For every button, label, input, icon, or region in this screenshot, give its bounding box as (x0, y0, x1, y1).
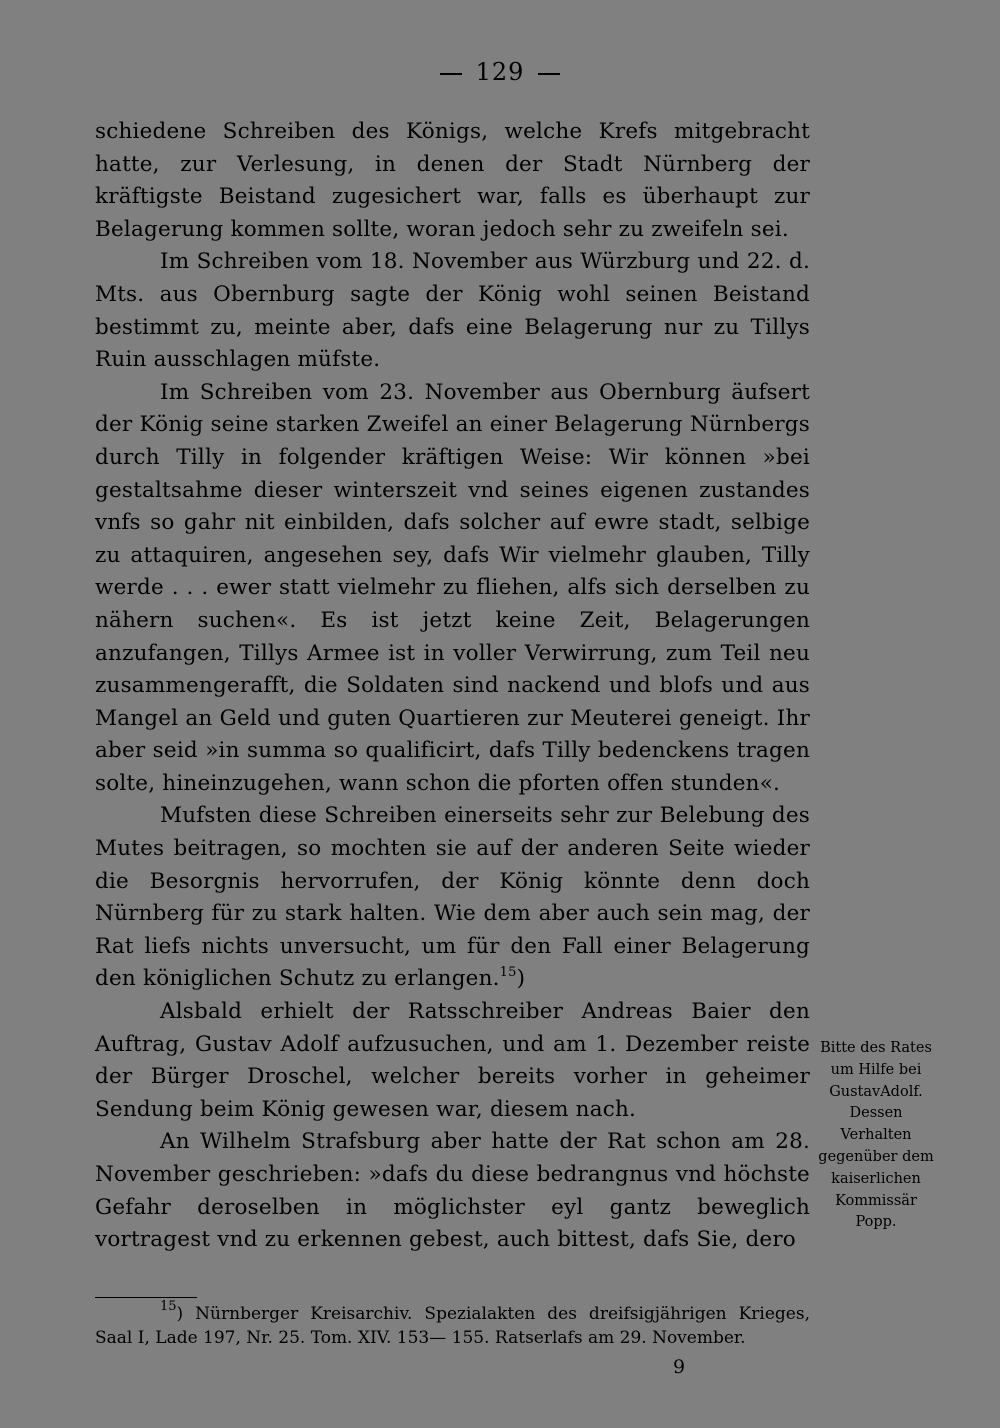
footnote-number-sup: 15 (160, 1299, 177, 1314)
paragraph: Im Schreiben vom 18. November aus Würzburg und 22. d. Mts. aus Obernburg sagte der König wohl seinen Beistand bestimmt zu, meinte aber, dafs eine Belagerung nur zu Tillys Ruin ausschlagen müfste. (95, 249, 810, 373)
main-text (95, 116, 810, 1257)
paragraph: schiedene Schreiben des Königs, welche Krefs mitgebracht hatte, zur Verlesung, in denen der Stadt Nürnberg der kräftigste Beistand zugesichert war, falls es überhaupt zur Belagerung kommen sollte, woran jedoch sehr zu zweifeln sei. (95, 119, 810, 242)
header-dash-left (440, 73, 462, 75)
footnote-number (95, 1299, 177, 1324)
header-dash-right (538, 73, 560, 75)
footnote (95, 1299, 810, 1350)
signature-mark: 9 (673, 1356, 686, 1378)
marginal-note: Bitte des Rates um Hilfe bei GustavAdolf. Dessen Verhalten gegenüber dem kaiserlichen Kommissär Popp. (818, 1040, 934, 1231)
footnote-text: ) Nürnberger Kreisarchiv. Spezialakten des dreifsigjährigen Krieges, Saal I, Lade 197, Nr. 25. Tom. XIV. 153— 155. Ratserlafs am 29. November. (95, 1304, 810, 1348)
page-number: 129 (475, 58, 525, 86)
footnote-reference: 15 (499, 965, 517, 981)
paragraph: An Wilhelm Strafsburg aber hatte der Rat schon am 28. November geschrieben: »dafs du diese bedrangnus vnd höchste Gefahr deroselben in möglichster eyl gantz beweglich vortragest vnd zu erkennen gebest, auch bittest, dafs Sie, dero (95, 1129, 810, 1253)
paragraph: Im Schreiben vom 23. November aus Obernburg äufsert der König seine starken Zweifel an einer Belagerung Nürnbergs durch Tilly in folgender kräftigen Weise: Wir können »bei gestaltsahme dieser winterszeit vnd seines eigenen zustandes vnfs so gahr nit einbilden, dafs solcher auf ewre stadt, selbige zu attaquiren, angesehen sey, dafs Wir vielmehr glauben, Tilly werde . . . ewer statt vielmehr zu fliehen, alfs sich derselben zu nähern suchen«. Es ist jetzt keine Zeit, Belagerungen anzufangen, Tillys Armee ist in voller Verwirrung, zum Teil neu zusammengerafft, die Soldaten sind nackend und blofs und aus Mangel an Geld und guten Quartieren zur Meuterei geneigt. Ihr aber seid »in summa so qualificirt, dafs Tilly bedenckens tragen solte, hineinzugehen, wann schon die pforten offen stunden«. (95, 379, 810, 796)
paragraph (95, 800, 810, 996)
paragraph-text: Mufsten diese Schreiben einerseits sehr zur Belebung des Mutes beitragen, so mochten sie auf der anderen Seite wieder die Besorgnis hervorrufen, der König könnte denn doch Nürnberg für zu stark halten. Wie dem aber auch sein mag, der Rat liefs nichts unversucht, um für den Fall einer Belagerung den königlichen Schutz zu erlangen. (95, 803, 810, 992)
footnote-divider (95, 1297, 197, 1298)
paragraph: Alsbald erhielt der Ratsschreiber Andreas Baier den Auftrag, Gustav Adolf aufzusuchen, und am 1. Dezember reiste der Bürger Droschel, welcher bereits vorher in geheimer Sendung beim König gewesen war, diesem nach. (95, 999, 810, 1122)
page-header (0, 58, 1000, 86)
footnote-reference-paren: ) (516, 966, 526, 992)
